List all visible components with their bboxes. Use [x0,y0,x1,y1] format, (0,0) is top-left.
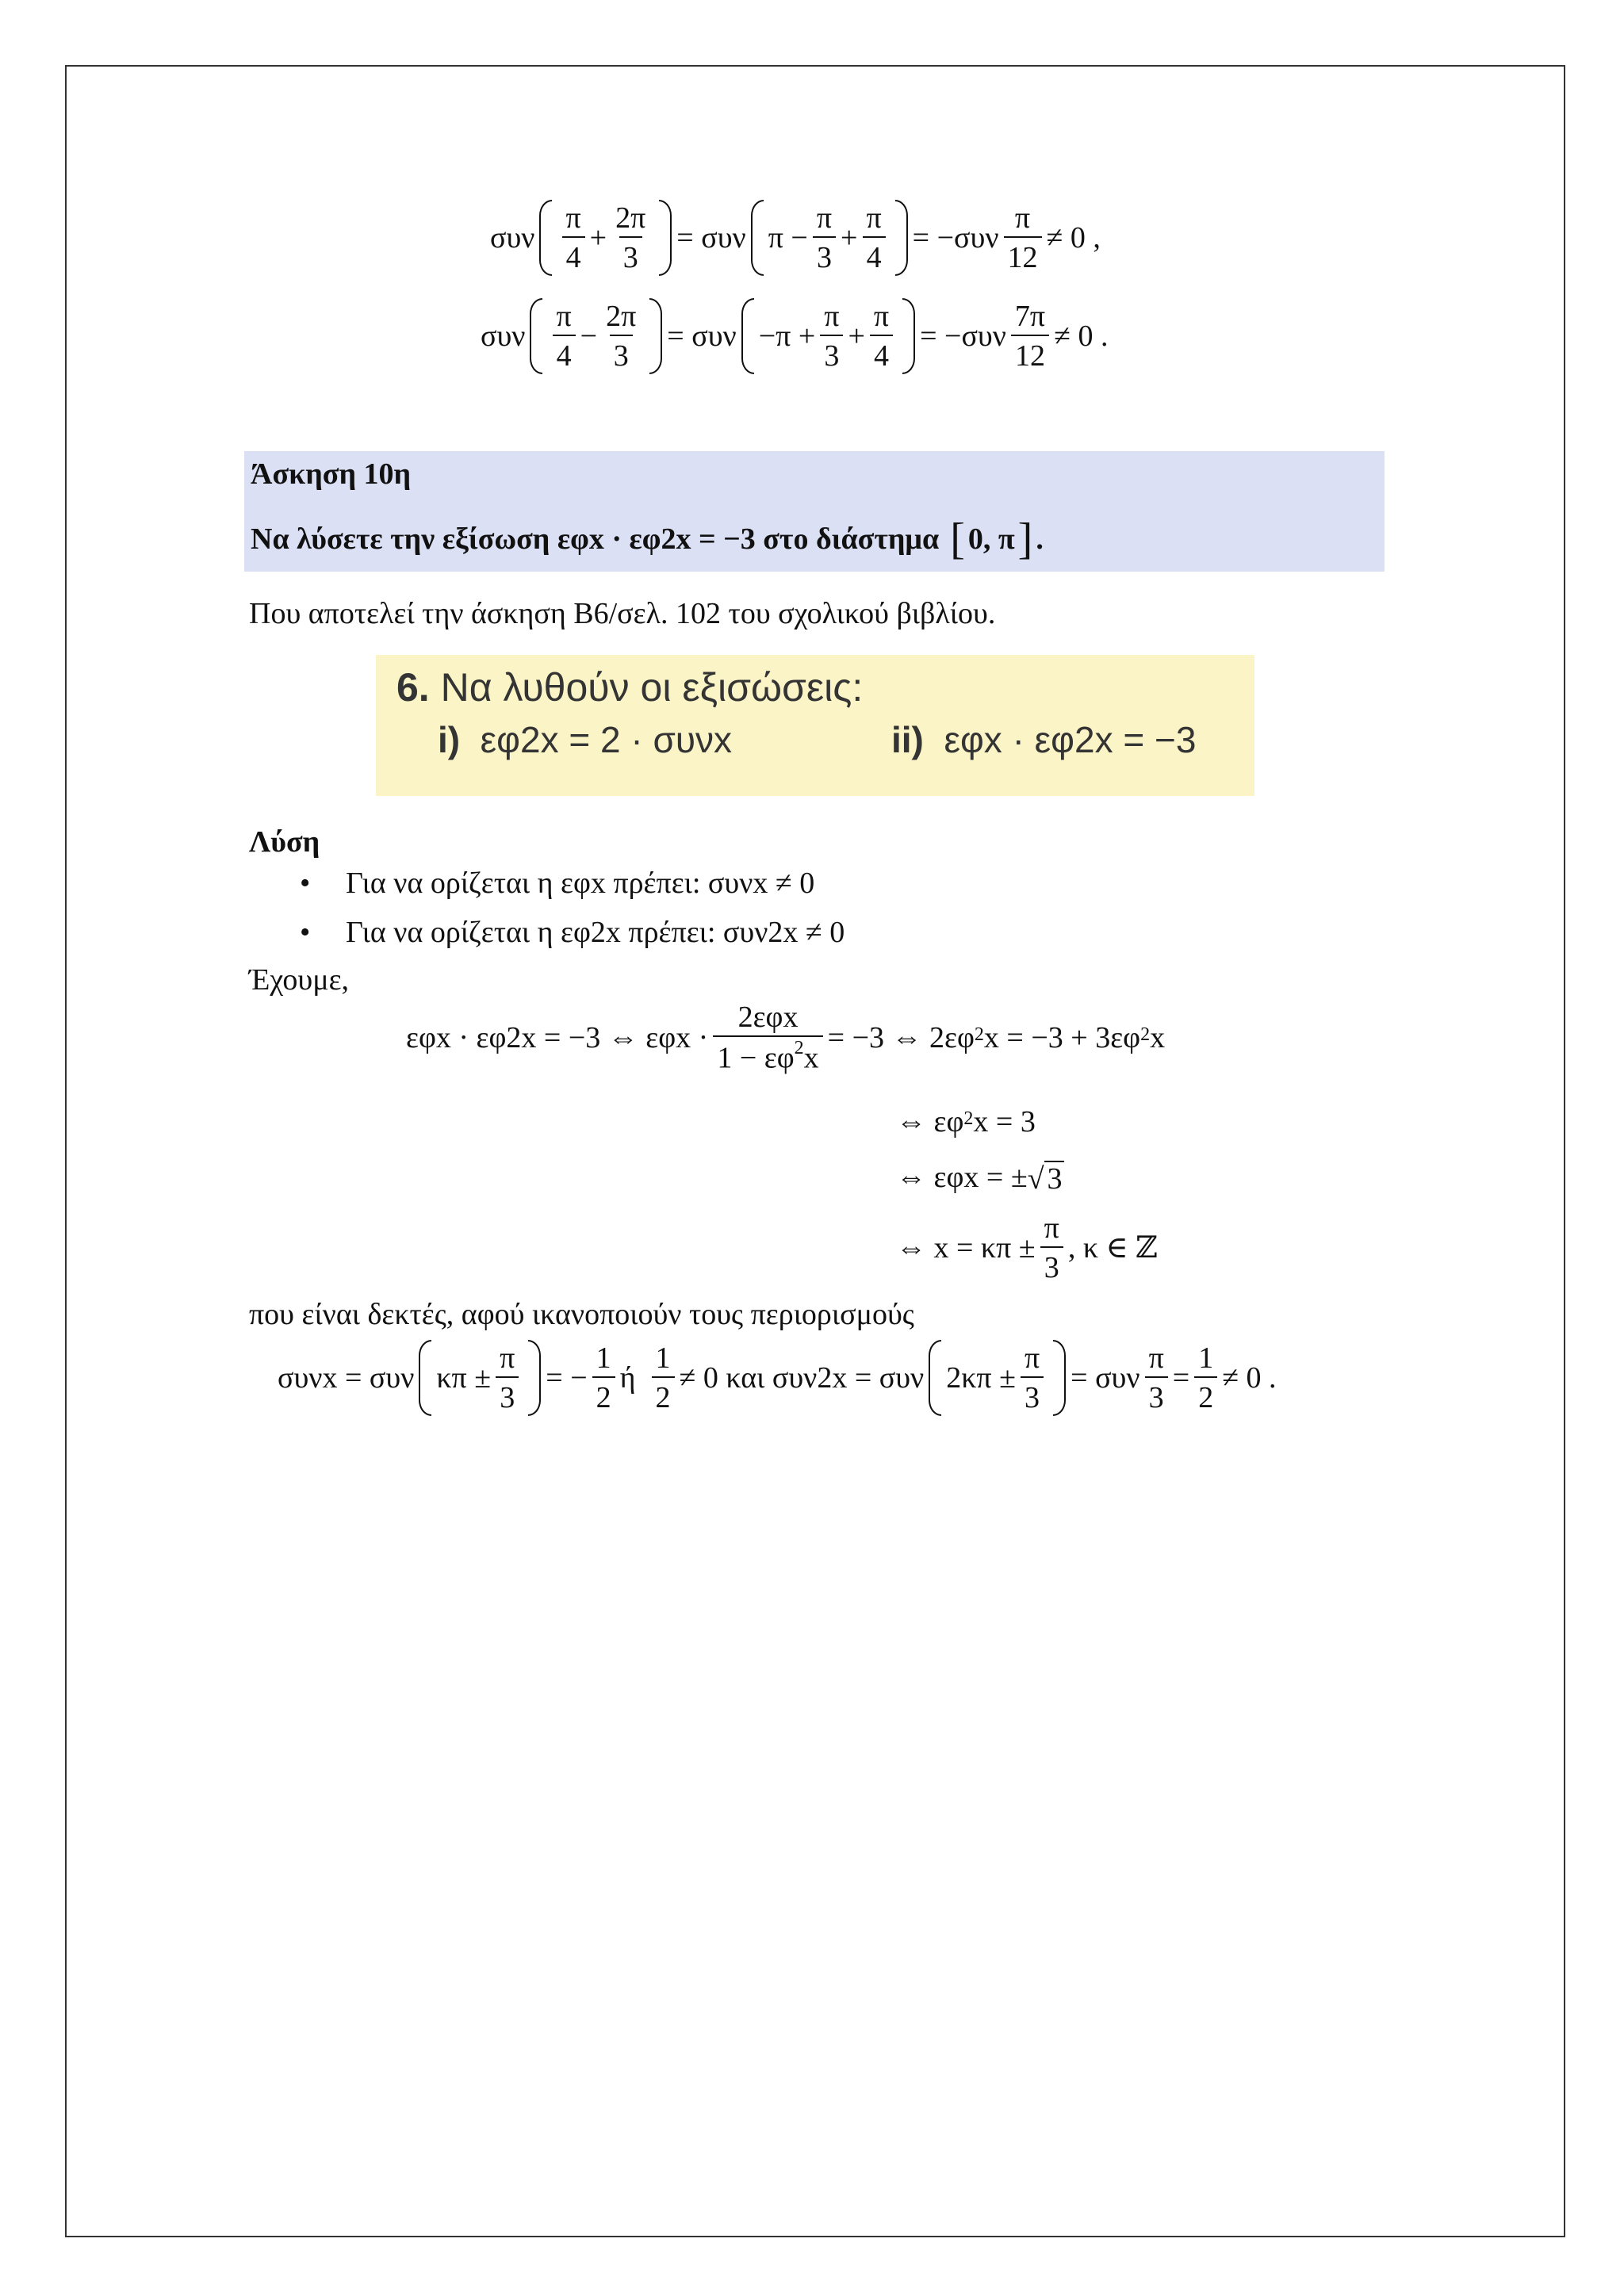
solution-intro: Έχουμε, [249,963,350,997]
left-bracket: [ [950,515,965,564]
fraction: $\frac{\pi}{4}$ [870,301,893,371]
fraction: 2εφx $1 - \varepsilon\varphi^2x$ [713,1002,822,1073]
exercise-text: Να λύσετε την εξίσωση εφx · εφ2x = −3 στο διάστημα [251,522,940,556]
fraction: π 4 [561,203,584,273]
left-paren [929,1340,941,1416]
fraction: 7π 12 [1011,301,1049,371]
fraction: $\frac{\pi}{3}$ [1040,1213,1063,1283]
acceptance-text: που είναι δεκτές, αφού ικανοποιούν τους περιορισμούς [249,1298,914,1331]
fraction: $\frac{\pi}{3}$ [1021,1343,1044,1413]
eq-text: + [841,221,858,254]
bullet-text: Για να ορίζεται η εφx πρέπει: συνx ≠ 0 [346,867,815,900]
solution-title: Λύση [249,825,320,859]
eq-text: εφx · εφ2x = −3 ⇔ εφx · [406,1020,709,1054]
step-1: ⇔ εφ $^2$ x = 3 [896,1105,1036,1138]
eq-text: ≠ 0 , [1046,221,1101,254]
eq-text: − [580,320,598,353]
equation-cos-sum [490,200,1101,276]
reference-text: Που αποτελεί την άσκηση Β6/σελ. 102 του σχολικού βιβλίου. [249,597,996,630]
eq-text: x = −3 + 3εφ [983,1020,1141,1054]
fraction: $\frac{1}{2}$ [592,1343,615,1413]
list-item: • [300,867,311,900]
verification-equation: συνx = συν κπ ± $\frac{\pi}{3}$ = − $\frac{1}{2}$ ή 1 2 ≠ 0 και συν2x = συν 2κπ ± $\frac{\pi}{3}$ = συν $\frac{\pi}{3}$ = $\frac{1}{2}$ ≠ 0 . [278,1341,1277,1414]
step-2: ⇔ εφx = ± √ 3 [896,1161,1063,1196]
eq-text: ≠ 0 . [1054,320,1109,353]
exercise-text: . [1036,522,1044,556]
sqrt-symbol: √ 3 [1027,1162,1063,1196]
exercise-interval: 0, π [967,522,1015,556]
bullet-text: Για να ορίζεται η εφ2x πρέπει: συν2x ≠ 0 [346,916,845,949]
eq-text: −π + [758,320,816,353]
left-paren [751,200,764,276]
eq-text: = −3 ⇔ 2εφ [827,1020,975,1054]
list-item: • [300,916,311,949]
textbook-item-i: i) εφ2x = 2 · συνx [438,719,733,760]
eq-text: = συν [667,320,737,353]
right-bracket: ] [1017,515,1033,564]
right-paren [649,298,662,374]
eq-text: x [1150,1020,1166,1054]
page-border [65,65,1565,2237]
fraction: $\frac{\pi}{3}$ [820,301,843,371]
right-paren [1053,1340,1066,1416]
fraction: $\frac{\pi}{3}$ [496,1343,519,1413]
eq-text: + [848,320,865,353]
left-paren [530,298,542,374]
eq-text: + [589,221,607,254]
fraction: π 12 [1004,203,1042,273]
textbook-item-ii: ii) εφx · εφ2x = −3 [891,719,1197,760]
right-paren [528,1340,541,1416]
exercise-title: Άσκηση 10η [251,457,412,491]
fraction: $\frac{2\pi}{3}$ [615,201,646,274]
left-paren [539,200,552,276]
equation-cos-difference [481,298,1108,374]
fraction: $\frac{2\pi}{3}$ [606,300,637,373]
fraction: $\frac{\pi}{4}$ [862,203,885,273]
fraction: 1 2 [652,1343,675,1413]
eq-text: συν [481,320,526,353]
eq-text: συν [490,221,535,254]
right-paren [659,200,672,276]
left-paren [419,1340,431,1416]
main-equation: εφx · εφ2x = −3 ⇔ εφx · 2εφx $1 - \varepsilon\varphi^2x$ = −3 ⇔ 2εφ $^2$ x = −3 + 3εφ $^2$ x [406,1001,1166,1075]
eq-text: π − [768,221,808,254]
right-paren [895,200,908,276]
fraction: $\frac{1}{2}$ [1194,1343,1217,1413]
eq-text: = συν [676,221,746,254]
fraction: $\frac{\pi}{3}$ [1145,1343,1168,1413]
textbook-heading: 6. Να λυθούν οι εξισώσεις: [396,665,864,710]
eq-text: = −συν [920,320,1006,353]
left-paren [741,298,754,374]
step-3: ⇔ x = κπ ± $\frac{\pi}{3}$ , κ ∈ ℤ [896,1211,1158,1284]
right-paren [902,298,915,374]
exercise-statement [251,515,1044,564]
fraction: $\frac{\pi}{3}$ [813,203,836,273]
eq-text: = −συν [912,221,999,254]
fraction: π 4 [552,301,575,371]
